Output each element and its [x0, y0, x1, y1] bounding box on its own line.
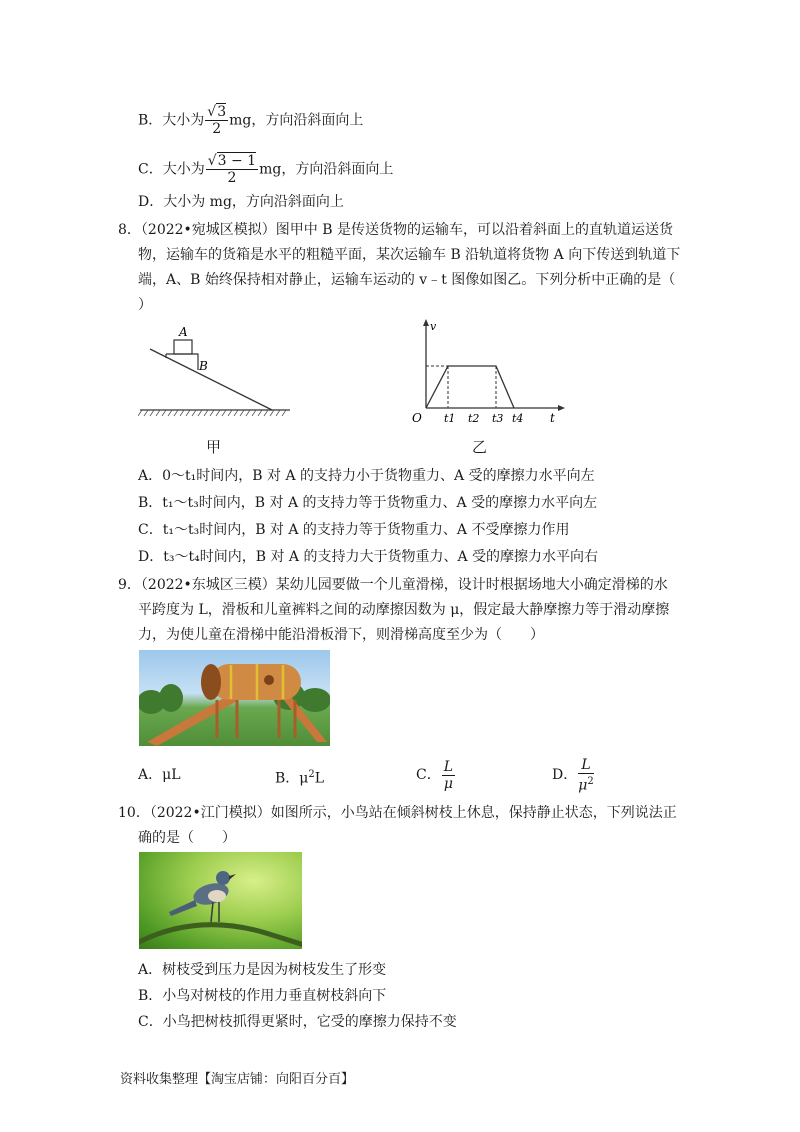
q8-option-c: C．t₁～t₃时间内，B 对 A 的支持力等于货物重力、A 不受摩擦力作用	[138, 522, 570, 538]
tick-t2: t2	[468, 412, 480, 425]
q8-stem-line4: ）	[138, 297, 152, 313]
q10-option-a: A．树枝受到压力是因为树枝发生了形变	[138, 962, 387, 978]
figure-jia-caption: 甲	[206, 438, 222, 456]
q7-option-c: C．大小为 $\frac{√3 - 1}{2}$ mg，方向沿斜面向上	[138, 153, 394, 186]
axis-v-label: v	[430, 320, 437, 333]
q9-option-d: D． $\frac{L}{\mu^2}$	[552, 756, 594, 794]
tick-t1: t1	[444, 412, 456, 425]
q10-option-c: C．小鸟把树枝抓得更紧时，它受的摩擦力保持不变	[138, 1014, 457, 1030]
label-b: B	[199, 359, 208, 373]
q9-stem-line3: 力，为使儿童在滑梯中能沿滑板滑下，则滑梯高度至少为（ ）	[138, 627, 544, 643]
q8-option-a: A．0～t₁时间内，B 对 A 的支持力小于货物重力、A 受的摩擦力水平向左	[138, 468, 595, 484]
q8-option-b: B．t₁～t₃时间内，B 对 A 的支持力等于货物重力、A 受的摩擦力水平向左	[138, 495, 598, 511]
q9-stem-line2: 平跨度为 L，滑板和儿童裤料之间的动摩擦因数为 μ，假定最大静摩擦力等于滑动摩擦	[138, 602, 670, 618]
tick-t3: t3	[492, 412, 504, 425]
q10-option-b: B．小鸟对树枝的作用力垂直树枝斜向下	[138, 988, 387, 1004]
q9-option-b: B．$\mu^2L$	[275, 769, 325, 787]
q9-stem-line1: 9．（2022•东城区三模）某幼儿园要做一个儿童滑梯，设计时根据场地大小确定滑梯的水	[118, 577, 668, 593]
vt-graph	[408, 318, 568, 428]
tick-t4: t4	[512, 412, 524, 425]
q8-stem-line3: 端，A、B 始终保持相对静止，运输车运动的 v﹣t 图像如图乙。下列分析中正确的是（	[138, 272, 676, 288]
axis-t-label: t	[550, 411, 555, 425]
q8-stem-line2: 物，运输车的货箱是水平的粗糙平面，某次运输车 B 沿轨道将货物 A 向下传送到轨道下	[138, 247, 681, 263]
q9-option-a: A．μL	[138, 767, 181, 783]
label-a: A	[179, 325, 188, 339]
q9-option-c: C． $\frac{L}{\mu}$	[416, 758, 454, 792]
q8-option-d: D．t₃～t₄时间内，B 对 A 的支持力大于货物重力、A 受的摩擦力水平向右	[138, 549, 599, 565]
slide-photo	[139, 650, 330, 746]
q10-stem-line1: 10．（2022•江门模拟）如图所示，小鸟站在倾斜树枝上休息，保持静止状态，下列说法正	[118, 805, 677, 821]
figure-yi-caption: 乙	[472, 438, 488, 456]
footer-note: 资料收集整理【淘宝店铺：向阳百分百】	[120, 1072, 355, 1087]
bird-photo	[139, 852, 302, 949]
q7-option-b: B．大小为 $\frac{√3}{2}$ mg，方向沿斜面向上	[138, 104, 364, 137]
origin-label: O	[412, 411, 422, 425]
q8-stem-line1: 8．（2022•宛城区模拟）图甲中 B 是传送货物的运输车，可以沿着斜面上的直轨道运送货	[118, 222, 673, 238]
incline-diagram	[138, 318, 298, 428]
q10-stem-line2: 确的是（ ）	[138, 830, 236, 846]
q7-option-d: D．大小为 mg，方向沿斜面向上	[138, 194, 344, 210]
